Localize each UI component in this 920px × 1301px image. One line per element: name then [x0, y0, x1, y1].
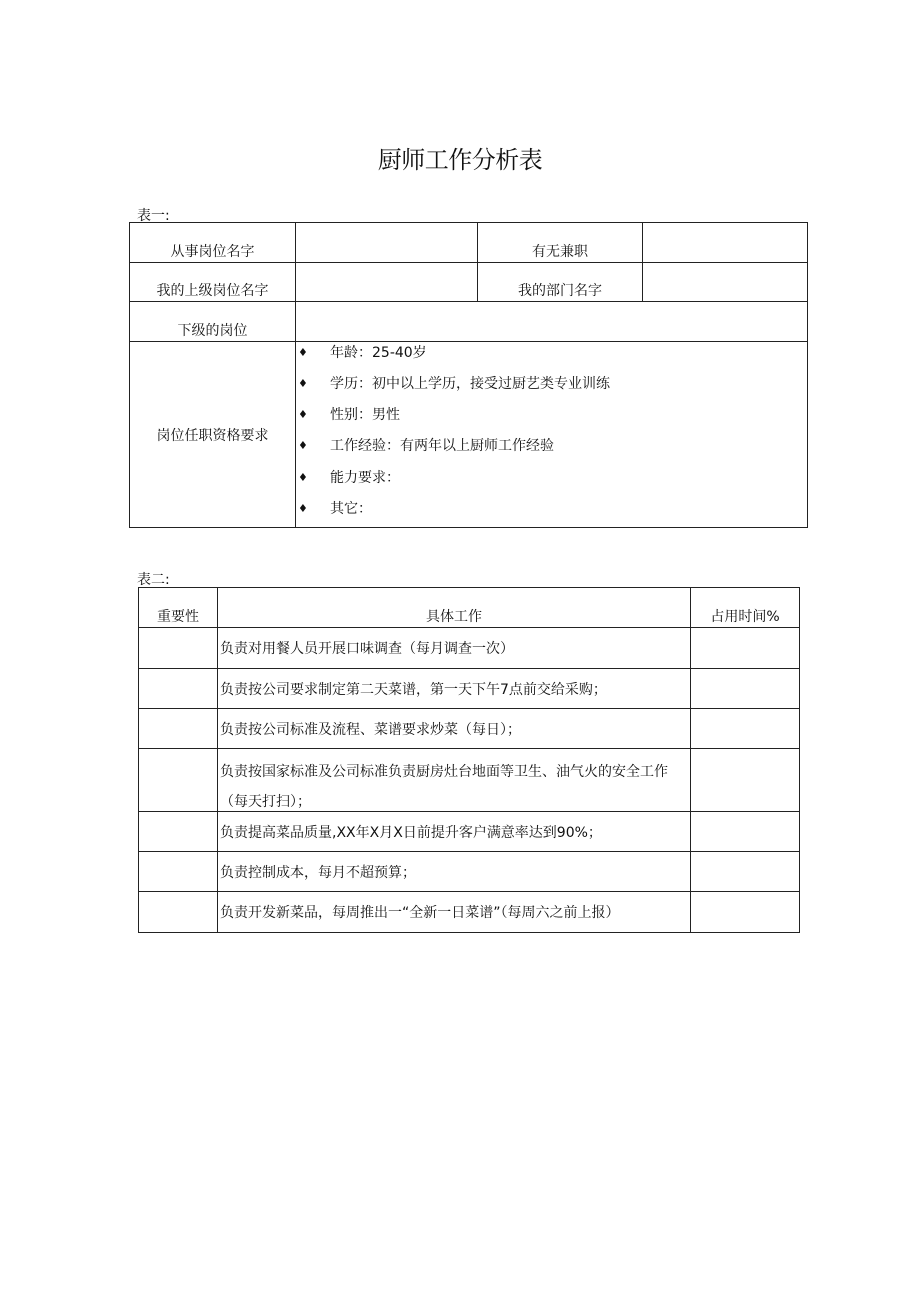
task-line: （每天打扫）； [220, 794, 311, 810]
importance-cell[interactable] [138, 851, 218, 892]
time-cell[interactable] [690, 851, 800, 892]
task-cell [217, 748, 691, 812]
part-time-field[interactable] [642, 222, 808, 263]
time-cell[interactable] [690, 748, 800, 812]
position-name-label: 从事岗位名字 [129, 222, 296, 263]
time-cell[interactable] [690, 708, 800, 749]
task-cell: 负责按公司标准及流程、菜谱要求炒菜（每日）； [217, 708, 691, 749]
diamond-bullet-icon: ♦ [298, 471, 308, 484]
requirement-text: 性别：男性 [330, 407, 400, 423]
supervisor-position-label: 我的上级岗位名字 [129, 262, 296, 302]
requirement-text: 学历：初中以上学历，接受过厨艺类专业训练 [330, 376, 610, 392]
table1-caption: 表一: [137, 208, 170, 224]
requirement-text: 其它： [330, 501, 372, 517]
task-line: 负责按国家标准及公司标准负责厨房灶台地面等卫生、油气火的安全工作 [220, 764, 668, 780]
supervisor-position-field[interactable] [295, 262, 478, 302]
requirements-cell [295, 341, 808, 528]
time-cell[interactable] [690, 627, 800, 669]
diamond-bullet-icon: ♦ [298, 408, 308, 421]
diamond-bullet-icon: ♦ [298, 346, 308, 359]
part-time-label: 有无兼职 [477, 222, 643, 263]
time-cell[interactable] [690, 891, 800, 933]
task-cell: 负责对用餐人员开展口味调查（每月调查一次） [217, 627, 691, 669]
requirements-label: 岗位任职资格要求 [129, 341, 296, 528]
department-name-label: 我的部门名字 [477, 262, 643, 302]
task-cell: 负责按公司要求制定第二天菜谱，第一天下午7点前交给采购； [217, 668, 691, 709]
diamond-bullet-icon: ♦ [298, 377, 308, 390]
department-name-field[interactable] [642, 262, 808, 302]
task-cell: 负责开发新菜品，每周推出一“全新一日菜谱”（每周六之前上报） [217, 891, 691, 933]
position-name-field[interactable] [295, 222, 478, 263]
requirement-text: 能力要求： [330, 470, 400, 486]
importance-cell[interactable] [138, 748, 218, 812]
header-time-percent: 占用时间% [690, 587, 800, 628]
time-cell[interactable] [690, 811, 800, 852]
table2-caption: 表二: [137, 572, 170, 588]
subordinate-position-label: 下级的岗位 [129, 301, 296, 342]
importance-cell[interactable] [138, 811, 218, 852]
task-cell: 负责提高菜品质量,XX年X月X日前提升客户满意率达到90%； [217, 811, 691, 852]
time-cell[interactable] [690, 668, 800, 709]
requirement-text: 工作经验：有两年以上厨师工作经验 [330, 438, 554, 454]
task-cell: 负责控制成本，每月不超预算； [217, 851, 691, 892]
requirement-text: 年龄：25-40岁 [330, 345, 427, 361]
page-title: 厨师工作分析表 [377, 146, 543, 174]
diamond-bullet-icon: ♦ [298, 502, 308, 515]
header-importance: 重要性 [138, 587, 218, 628]
subordinate-position-field[interactable] [295, 301, 808, 342]
importance-cell[interactable] [138, 668, 218, 709]
importance-cell[interactable] [138, 627, 218, 669]
header-task: 具体工作 [217, 587, 691, 628]
importance-cell[interactable] [138, 891, 218, 933]
diamond-bullet-icon: ♦ [298, 439, 308, 452]
importance-cell[interactable] [138, 708, 218, 749]
